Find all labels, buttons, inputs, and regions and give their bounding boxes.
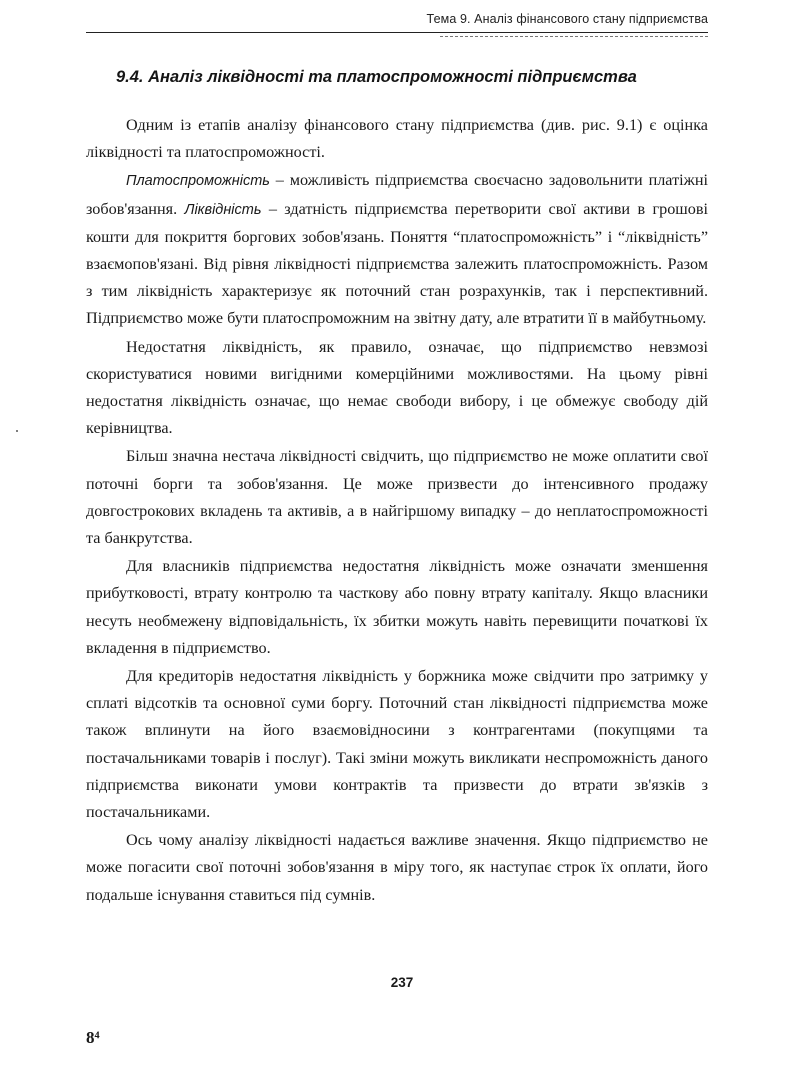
paragraph-conclusion: Ось чому аналізу ліквідності надається важливе значення. Якщо підприємство не може погасити свої поточні зобов'язання в міру того, як наступає строк їх оплати, його подальше існування ставиться під сумнів. bbox=[86, 831, 708, 904]
paragraph-significant-shortage: Більш значна нестача ліквідності свідчить, що підприємство не може оплатити свої поточні борги та зобов'язання. Це може призвести до інтенсивного продажу довгострокових вкладень та активів, а в найгіршому випадку – до неплатоспроможності та банкрутства. bbox=[86, 447, 708, 548]
definition-solvency-text: – можливість підприємства своєчасно задовольнити платіжні зобов'язання. bbox=[86, 171, 708, 218]
scan-speck bbox=[16, 430, 18, 432]
paragraph-owners: Для власників підприємства недостатня ліквідність може означати зменшення прибутковості, втрату контролю та часткову або повну втрату капіталу. Якщо власники несуть необмежену відповідальність, їх збитки можуть навіть перевищити початкові їх вкладення в підприємство. bbox=[86, 557, 708, 657]
margin-mark: 8⁴ bbox=[86, 1028, 100, 1047]
page-number: 237 bbox=[390, 975, 414, 990]
paragraph-insufficient-liquidity: Недостатня ліквідність, як правило, означає, що підприємство невзмозі скористуватися новими вигідними комерційними можливостями. На цьому рівні недостатня ліквідність означає, що немає свободи вибору, і це обмежує свободу дій керівництва. bbox=[86, 337, 708, 438]
running-header: Тема 9. Аналіз фінансового стану підприємства bbox=[426, 12, 708, 26]
body-text bbox=[86, 112, 708, 909]
header-rule bbox=[86, 32, 708, 33]
paragraph-definitions bbox=[86, 167, 708, 332]
definition-liquidity-text: – здатність підприємства перетворити свої активи в грошові кошти для покриття боргових зобов'язань. Поняття “платоспроможність” і “ліквідність” взаємопов'язані. Від рівня ліквідності підприємства залежить платоспроможність. Разом з тим ліквідність характеризує як поточний стан розрахунків, так і перспективний. Підприємство може бути платоспроможним на звітну дату, але втратити її в майбутньому. bbox=[86, 199, 708, 328]
header-rule-secondary bbox=[440, 36, 708, 37]
paragraph-intro: Одним із етапів аналізу фінансового стану підприємства (див. рис. 9.1) є оцінка ліквідності та платоспроможності. bbox=[86, 116, 708, 162]
paragraph-creditors: Для кредиторів недостатня ліквідність у боржника може свідчити про затримку у сплаті відсотків та основної суми боргу. Поточний стан ліквідності підприємства може також вплинути на його взаємовідносини з контрагентами (покупцями та постачальниками товарів і послуг). Такі зміни можуть викликати неспроможність даного підприємства виконати умови контрактів та призвести до втрати зв'язків з постачальниками. bbox=[86, 667, 708, 822]
term-liquidity: Ліквідність bbox=[184, 201, 262, 218]
term-solvency: Платоспроможність bbox=[126, 173, 270, 190]
section-title: 9.4. Аналіз ліквідності та платоспроможності підприємства bbox=[116, 68, 637, 86]
